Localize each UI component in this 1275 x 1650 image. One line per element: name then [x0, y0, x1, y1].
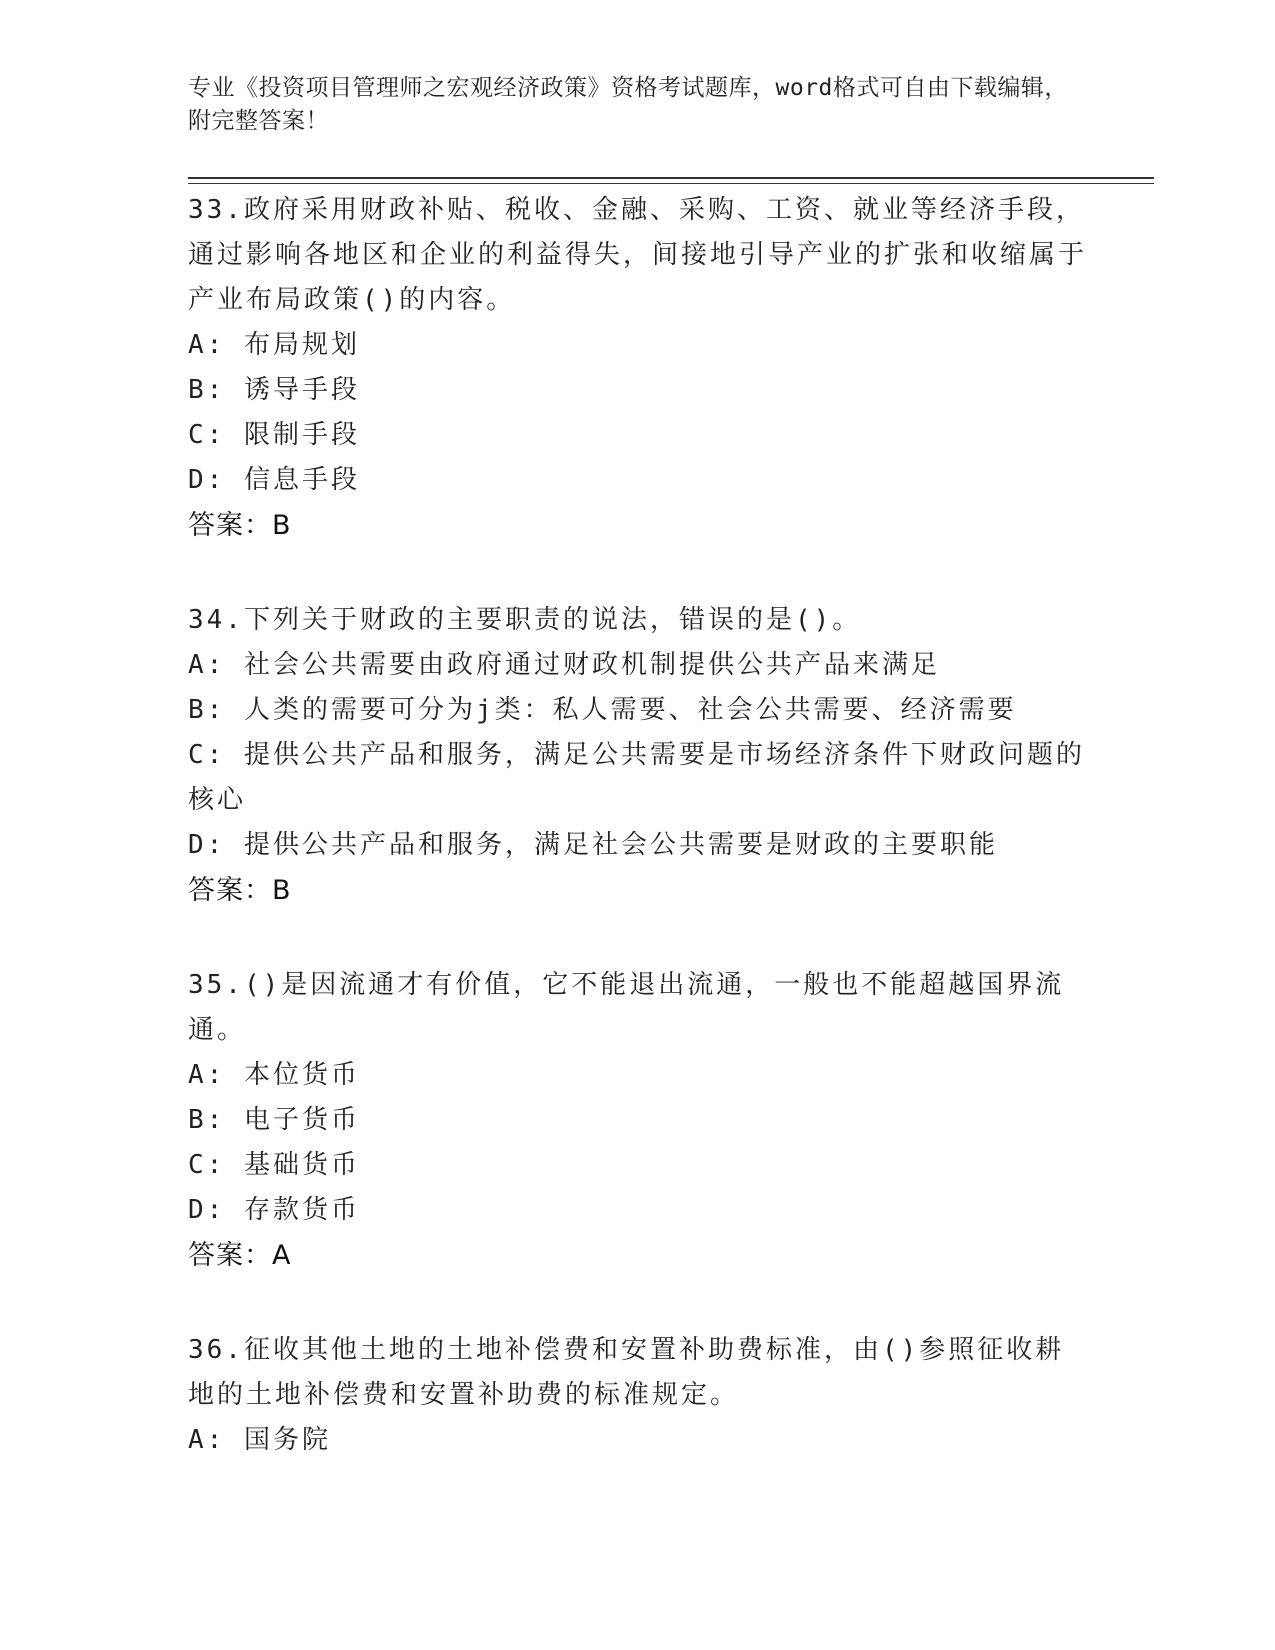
- answer-line: 答案：A: [188, 1240, 292, 1271]
- option-letter: A:: [188, 1425, 226, 1455]
- option-text: 布局规划: [243, 330, 360, 360]
- option-text: 社会公共需要由政府通过财政机制提供公共产品来满足: [243, 650, 940, 680]
- option-b: [188, 1098, 1088, 1143]
- option-c: [188, 733, 1088, 823]
- option-a: [188, 323, 1088, 368]
- question-33: [188, 188, 1088, 548]
- option-d: [188, 1188, 1088, 1233]
- option-letter: C:: [188, 740, 226, 770]
- question-text: 34.下列关于财政的主要职责的说法，错误的是()。: [188, 605, 862, 635]
- question-list: [188, 188, 1088, 1513]
- option-letter: C:: [188, 420, 226, 450]
- option-letter: C:: [188, 1150, 226, 1180]
- option-text: 提供公共产品和服务，满足社会公共需要是财政的主要职能: [243, 830, 998, 860]
- option-letter: A:: [188, 650, 226, 680]
- answer-line: 答案：B: [188, 510, 292, 541]
- option-letter: A:: [188, 330, 226, 360]
- option-text: 限制手段: [243, 420, 360, 450]
- option-c: [188, 413, 1088, 458]
- header-divider-thick: [188, 177, 1154, 179]
- option-letter: B:: [188, 375, 226, 405]
- option-text: 基础货币: [243, 1150, 360, 1180]
- option-letter: A:: [188, 1060, 226, 1090]
- header-divider-thin: [188, 183, 1154, 184]
- option-text: 信息手段: [243, 465, 360, 495]
- document-header: 专业《投资项目管理师之宏观经济政策》资格考试题库，word格式可自由下载编辑，附完整答案！: [188, 75, 1068, 134]
- question-text: 36.征收其他土地的土地补偿费和安置补助费标准，由()参照征收耕地的土地补偿费和安置补助费的标准规定。: [188, 1335, 1065, 1410]
- option-a: [188, 643, 1088, 688]
- option-text: 电子货币: [243, 1105, 360, 1135]
- option-letter: B:: [188, 695, 226, 725]
- question-34: [188, 598, 1088, 913]
- option-letter: D:: [188, 830, 226, 860]
- answer-line: 答案：B: [188, 875, 292, 906]
- option-text: 人类的需要可分为j类：私人需要、社会公共需要、经济需要: [243, 695, 1017, 725]
- option-letter: D:: [188, 1195, 226, 1225]
- option-d: [188, 823, 1088, 868]
- option-d: [188, 458, 1088, 503]
- option-letter: D:: [188, 465, 226, 495]
- option-b: [188, 368, 1088, 413]
- question-35: [188, 963, 1088, 1278]
- option-text: 提供公共产品和服务，满足公共需要是市场经济条件下财政问题的核心: [188, 740, 1085, 815]
- option-letter: B:: [188, 1105, 226, 1135]
- option-text: 诱导手段: [243, 375, 360, 405]
- option-c: [188, 1143, 1088, 1188]
- question-text: 35.()是因流通才有价值，它不能退出流通，一般也不能超越国界流通。: [188, 970, 1065, 1045]
- option-a: [188, 1418, 1088, 1463]
- option-text: 存款货币: [243, 1195, 360, 1225]
- question-text: 33.政府采用财政补贴、税收、金融、采购、工资、就业等经济手段，通过影响各地区和企业的利益得失，间接地引导产业的扩张和收缩属于产业布局政策()的内容。: [188, 195, 1088, 315]
- option-a: [188, 1053, 1088, 1098]
- question-36: [188, 1328, 1088, 1463]
- option-text: 国务院: [243, 1425, 331, 1455]
- option-b: [188, 688, 1088, 733]
- option-text: 本位货币: [243, 1060, 360, 1090]
